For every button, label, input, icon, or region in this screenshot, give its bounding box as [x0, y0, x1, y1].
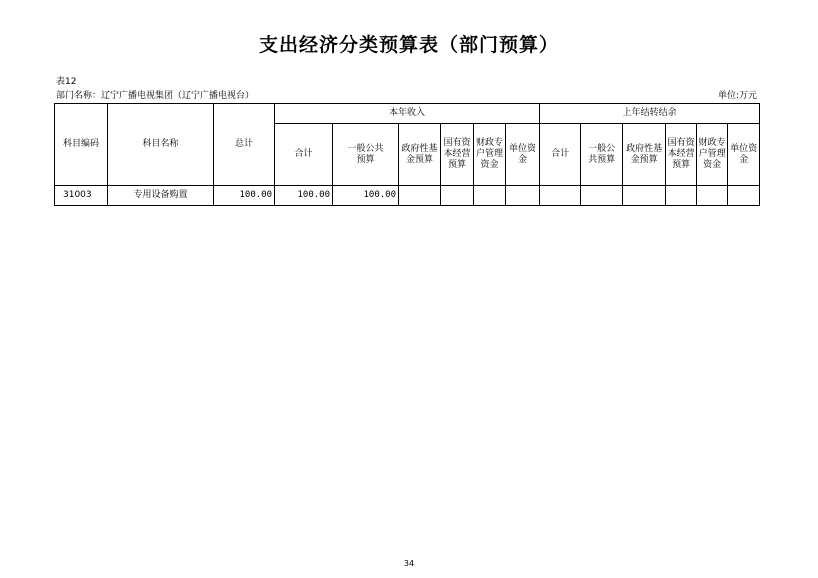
- cell-current: [441, 186, 474, 206]
- cell-prev: [581, 186, 623, 206]
- header-prev-col: 一般公共预算: [581, 124, 623, 186]
- header-current-col: 合计: [275, 124, 333, 186]
- header-current-col: 单位资金: [506, 124, 540, 186]
- cell-current: [474, 186, 506, 206]
- page-number: 34: [403, 559, 415, 568]
- unit-label: 单位:万元: [717, 91, 757, 101]
- header-code: 科目编码: [55, 104, 108, 186]
- header-current-col: 政府性基金预算: [399, 124, 441, 186]
- budget-table: [54, 103, 760, 206]
- header-prev-col: 国有资本经营预算: [666, 124, 697, 186]
- table-number: 表12: [56, 77, 77, 87]
- cell-total: 100.00: [214, 186, 275, 206]
- cell-name: 专用设备购置: [108, 186, 214, 206]
- header-prev-col: 财政专户管理资金: [697, 124, 728, 186]
- cell-prev: [623, 186, 666, 206]
- header-current-col: 一般公共预算: [333, 124, 399, 186]
- table-row: [55, 186, 760, 206]
- header-prev-col: 政府性基金预算: [623, 124, 666, 186]
- header-current-year: 本年收入: [275, 104, 540, 124]
- header-prev-col: 单位资金: [728, 124, 760, 186]
- cell-prev: [728, 186, 760, 206]
- cell-prev: [666, 186, 697, 206]
- header-prev-year: 上年结转结余: [540, 104, 760, 124]
- department-name: 部门名称：辽宁广播电视集团（辽宁广播电视台）: [56, 91, 255, 101]
- cell-current: 100.00: [333, 186, 399, 206]
- cell-current: [506, 186, 540, 206]
- page-title: 支出经济分类预算表（部门预算）: [258, 34, 559, 56]
- cell-current: [399, 186, 441, 206]
- header-prev-col: 合计: [540, 124, 581, 186]
- header-current-col: 国有资本经营预算: [441, 124, 474, 186]
- header-current-col: 财政专户管理资金: [474, 124, 506, 186]
- cell-current: 100.00: [275, 186, 333, 206]
- cell-prev: [697, 186, 728, 206]
- header-name: 科目名称: [108, 104, 214, 186]
- cell-prev: [540, 186, 581, 206]
- cell-code: 31003: [55, 186, 108, 206]
- header-total: 总计: [214, 104, 275, 186]
